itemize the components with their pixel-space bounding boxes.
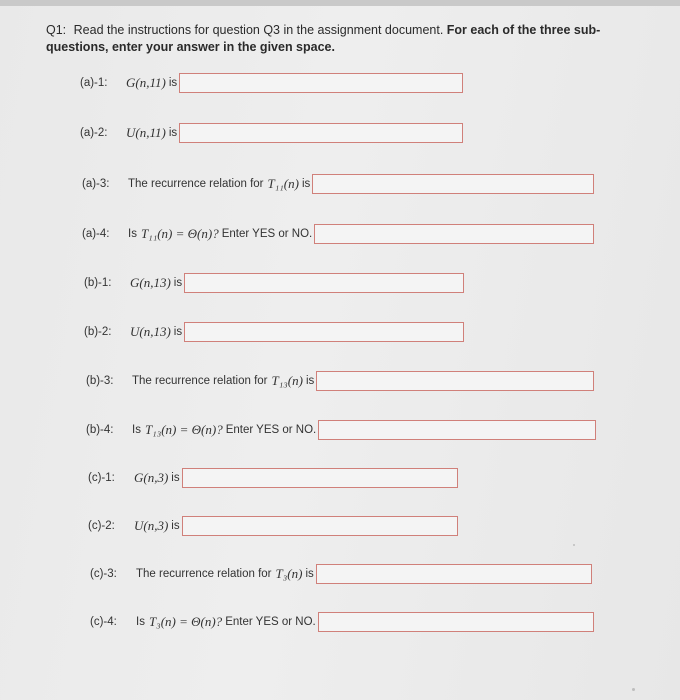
assignment-sheet (0, 6, 680, 700)
item-suffix: Enter YES or NO. (225, 424, 317, 436)
answer-input-c3[interactable] (316, 564, 592, 584)
item-suffix: Enter YES or NO. (225, 616, 316, 628)
item-suffix: is (173, 277, 183, 289)
item-suffix: is (168, 77, 178, 89)
item-expression: T₁₃(n) = Θ(n)? (144, 422, 223, 437)
item-expression: G(n,11) (126, 75, 166, 90)
item-prefix: The recurrence relation for (136, 568, 272, 580)
answer-input-a4[interactable] (314, 224, 594, 244)
item-expression: T₁₁(n) = Θ(n)? (140, 226, 219, 241)
item-suffix: is (168, 127, 178, 139)
answer-row-b3 (86, 371, 594, 391)
item-expression: T₃(n) = Θ(n)? (148, 614, 223, 629)
item-tag: (b)-2: (84, 326, 112, 338)
answer-row-a1 (80, 73, 463, 93)
item-expression: U(n,3) (134, 518, 169, 533)
item-tag: (c)-1: (88, 472, 115, 484)
answer-input-a1[interactable] (179, 73, 463, 93)
answer-row-b4 (86, 420, 596, 440)
item-expression: U(n,13) (130, 324, 171, 339)
answer-input-a2[interactable] (179, 123, 463, 143)
item-expression: T₃(n) (275, 566, 303, 581)
item-prefix: Is (132, 424, 141, 436)
item-suffix: is (171, 472, 180, 484)
answer-input-b1[interactable] (184, 273, 464, 293)
item-tag: (c)-4: (90, 616, 117, 628)
item-expression: T₁₃(n) (271, 373, 303, 388)
answer-row-a3 (82, 174, 594, 194)
item-tag: (c)-3: (90, 568, 117, 580)
item-expression: G(n,3) (134, 470, 169, 485)
item-suffix: is (171, 520, 180, 532)
answer-row-c3 (90, 564, 592, 584)
item-tag: (b)-3: (86, 375, 114, 387)
question-number: Q1: (46, 23, 67, 37)
item-tag: (c)-2: (88, 520, 115, 532)
answer-input-b2[interactable] (184, 322, 464, 342)
answer-row-b1 (84, 273, 464, 293)
answer-input-b4[interactable] (318, 420, 596, 440)
item-expression: G(n,13) (130, 275, 171, 290)
item-suffix: is (173, 326, 183, 338)
answer-row-a4 (82, 224, 594, 244)
item-tag: (b)-1: (84, 277, 112, 289)
item-prefix: The recurrence relation for (132, 375, 268, 387)
answer-row-c4 (90, 612, 594, 632)
answer-input-b3[interactable] (316, 371, 594, 391)
answer-row-a2 (80, 123, 463, 143)
answer-row-c2 (88, 516, 458, 536)
answer-row-c1 (88, 468, 458, 488)
item-prefix: The recurrence relation for (128, 178, 264, 190)
question-emphasis: For each of the three sub-questions, enter your answer in the given space. (46, 23, 601, 54)
answer-row-b2 (84, 322, 464, 342)
item-suffix: Enter YES or NO. (221, 228, 313, 240)
question-intro: Read the instructions for question Q3 in the assignment document. (73, 23, 444, 37)
answer-input-c1[interactable] (182, 468, 458, 488)
item-tag: (a)-4: (82, 228, 110, 240)
item-tag: (a)-1: (80, 77, 108, 89)
item-prefix: Is (128, 228, 137, 240)
item-suffix: is (305, 375, 315, 387)
item-tag: (a)-3: (82, 178, 110, 190)
item-suffix: is (305, 568, 314, 580)
item-tag: (a)-2: (80, 127, 108, 139)
answer-input-c4[interactable] (318, 612, 594, 632)
item-expression: U(n,11) (126, 125, 166, 140)
paper-speck (573, 544, 575, 546)
answer-input-c2[interactable] (182, 516, 458, 536)
answer-input-a3[interactable] (312, 174, 594, 194)
item-prefix: Is (136, 616, 145, 628)
item-suffix: is (301, 178, 311, 190)
item-expression: T₁₁(n) (267, 176, 299, 191)
item-tag: (b)-4: (86, 424, 114, 436)
question-prompt (46, 22, 646, 56)
paper-speck (632, 688, 635, 691)
